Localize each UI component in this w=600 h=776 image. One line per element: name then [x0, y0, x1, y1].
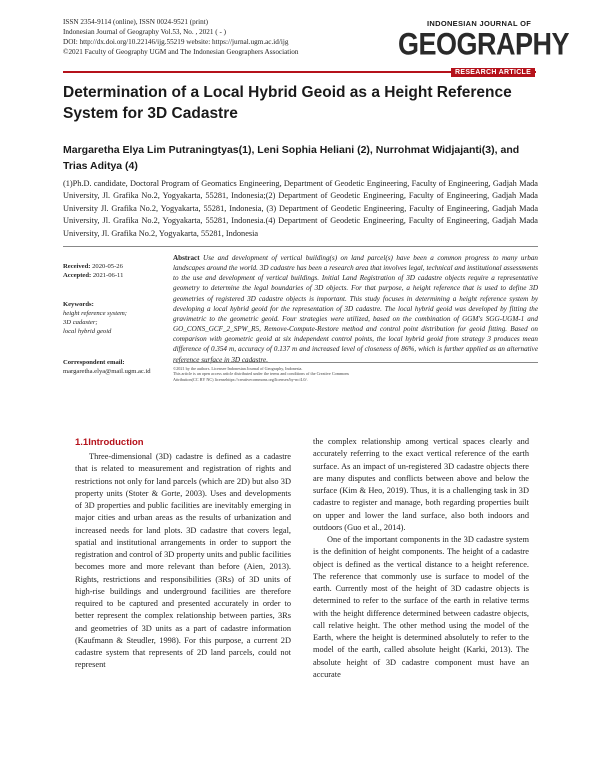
- doi-line[interactable]: DOI: http://dx.doi.org/10.22146/ijg.55219 website: https://jurnal.ugm.ac.id/ijg: [63, 38, 289, 46]
- abstract-text: Use and development of vertical building(s) on land parcel(s) have been a common progress to many urban landscapes around the world. 3D cadastre has been a research area that involves legal, technical and institutional assessments to the use and development of vertical buildings. Initial Land Registration of 3D cadastre objects require a representative geometry to determine the legal boundaries of 3D objects. For that purpose, a height reference that is used to define 3D geometries of registered 3D cadastre objects is important. This study focuses in determining a height reference system by developing a local hybrid geoid for the representation of 3D cadastre. The local hybrid geoid was developed by fitting the gravimetric to the geometric geoid. Four strategies were utilized, based on the combination of GGM's SGG-UGM-1 and GO_CONS_GCF_2_SPW_R5, Remove-Compute-Restore method and control point distribution for geoid fitting. Based on comparison with geometric geoid at six independent control points, the local hybrid geoid from strategy 3 produces mean difference of 0.354 m, accuracy of 0.137 m and increased level of closeness of 86%, which is further applied as an alternative reference surface in 3D cadastre.: [173, 254, 538, 364]
- license-line: ©2021 by the authors. Licensee Indonesian Journal of Geography, Indonesia.: [173, 366, 303, 371]
- accepted-label: Accepted:: [63, 272, 92, 279]
- received-date: 2020-05-26: [92, 263, 123, 270]
- research-article-badge: RESEARCH ARTICLE: [451, 68, 535, 77]
- abstract: [173, 253, 538, 365]
- correspondent-email[interactable]: margaretha.elya@mail.ugm.ac.id: [63, 368, 151, 375]
- paragraph: Three-dimensional (3D) cadastre is defined as a cadastre that is related to measurement and registration of rights and restrictions not only for land parcels (which are 2D) but also 3D property units (Stoter & Gorte, 2003). Uses and developments of 3D properties and public facilities are inevitably emerging in major cities and urban areas as the results of urbanization and increased needs for land plots. 3D cadastre that covers legal, spatial and institutional arrangements in order to support the registration and control of 3D property units and public facilities becomes more and more relevant than before (Aien, 2013). Rights, restrictions and responsibilities (3Rs) of 3D units of high-rise buildings and underground facilities are therefore required to be captured and presented accurately in order to better represent the complex relationship between parties, 3Rs and geometries of 3D units as a part of cadastre information (Kaufmann & Steudler, 1998). For this purpose, a current 2D cadastre system that represents of 2D land parcels, could not represent: [75, 452, 291, 670]
- abstract-label: Abstract: [173, 254, 200, 262]
- abstract-rule: [173, 362, 538, 363]
- keyword-item: 3D cadaster;: [63, 319, 98, 326]
- article-title: Determination of a Local Hybrid Geoid as a Height Reference System for 3D Cadastre: [63, 84, 512, 122]
- section-heading: 1.1Introduction: [75, 437, 144, 448]
- license-line: This article is an open access article distributed under the terms and conditions of the Creative Commons: [173, 371, 350, 377]
- logo-main-text: GEOGRAPHY: [398, 27, 570, 62]
- author-list: Margaretha Elya Lim Putraningtyas(1), Leni Sophia Heliani (2), Nurrohmat Widjajanti(3), and Trias Aditya (4): [63, 144, 520, 172]
- email-label: Correspondent email:: [63, 359, 125, 366]
- keywords-label: Keywords:: [63, 301, 94, 308]
- logo-top-text: INDONESIAN JOURNAL OF: [427, 19, 532, 28]
- keyword-item: local hybrid geoid: [63, 328, 112, 335]
- journal-volume-line: Indonesian Journal of Geography Vol.53, No. , 2021 ( - ): [63, 28, 227, 36]
- received-label: Received:: [63, 263, 91, 270]
- license-footnote: [173, 366, 538, 382]
- journal-logo: [396, 15, 570, 67]
- copyright-line: ©2021 Faculty of Geography UGM and The Indonesian Geographers Association: [63, 48, 299, 56]
- body-column-right: [313, 436, 529, 681]
- accepted-row: [63, 271, 158, 280]
- article-meta: [63, 262, 158, 376]
- affiliations: (1)Ph.D. candidate, Doctoral Program of Geomatics Engineering, Department of Geodetic Engineering, Faculty of Engineering, Gadjah Mada University, Jl. Grafika No.2, Yogyakarta, 55281, Indonesia;(2) Department of Geodetic Engineering, Faculty of Engineering, Gadjah Mada University Jl. Grafika No.2, Yogyakarta, 55281, Indonesia, (3) Department of Geodetic Engineering, Faculty of Engineering, Gadjah Mada University, Jl. Grafika No.2, Yogyakarta, 55281, Indonesia.(4) Department of Geodetic Engineering, Faculty of Engineering, Gadjah Mada University, Jl. Grafika No.2, Yogyakarta, 55281, Indonesia: [63, 179, 538, 238]
- received-row: [63, 262, 158, 271]
- paragraph: the complex relationship among vertical spaces clearly and accurately referring to the exact vertical reference of the earth surface. As an impact of un-registered 3D cadastre objects there are many disputes and conflicts between above and below the surface (Kim & Heo, 2019). Thus, it is a challenging task in 3D cadastre to register and manage, both regarding properties built on upper and lower the land surface, also both indoors and outdoors (Guo et al., 2014).: [313, 437, 529, 532]
- license-line: Attribution(CC BY NC) licensehttps://creativecommons.org/licenses/by-nc/4.0/.: [173, 376, 308, 382]
- paragraph: One of the important components in the 3D cadastre system is the definition of height components. The height of a cadastre object is defined as the vertical distance to a height reference. The reference that commonly use is surface to model of the earth. Currently most of the height of 3D cadastre objects is determined to refer to the surface of the earth in relative terms with the height difference determined between cadastre objects, call relative height. The other method using the model of the Earth, where the height is determined absolutely to refer to the model of the earth, called absolute height (Karki, 2013). The absolute height of 3D cadastre component must have an accurate: [313, 535, 529, 679]
- body-column-left: [75, 451, 291, 672]
- separator: [63, 246, 538, 247]
- issn-line: ISSN 2354-9114 (online), ISSN 0024-9521 (print): [63, 18, 209, 26]
- accepted-date: 2021-06-11: [92, 272, 124, 279]
- keyword-item: height reference system;: [63, 310, 127, 317]
